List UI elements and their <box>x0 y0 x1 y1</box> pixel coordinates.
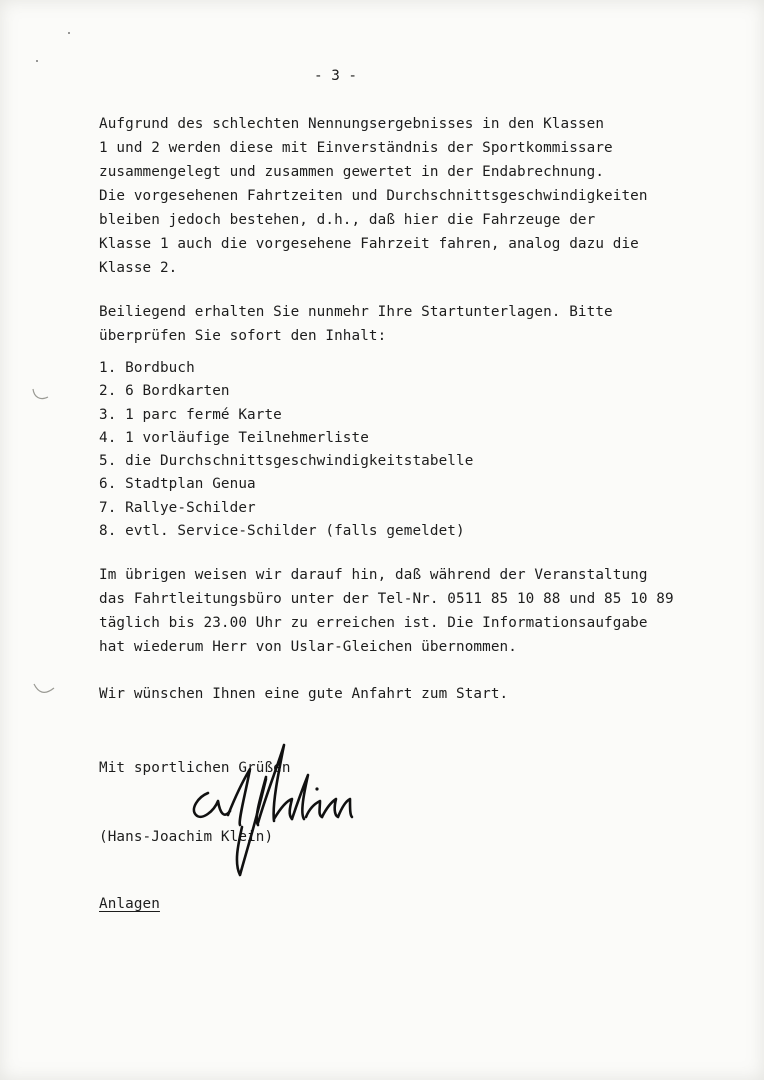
paragraph-1-line: Die vorgesehenen Fahrtzeiten und Durchschnittsgeschwindigkeiten <box>99 188 648 204</box>
paragraph-1-line: Klasse 2. <box>99 260 178 276</box>
list-item: 2. 6 Bordkarten <box>99 383 230 399</box>
list-item: 5. die Durchschnittsgeschwindigkeitstabelle <box>99 453 474 469</box>
signatory-name: (Hans-Joachim Klein) <box>99 829 274 845</box>
list-item: 1. Bordbuch <box>99 360 195 376</box>
greeting: Mit sportlichen Grüßen <box>99 760 291 776</box>
closing-wish: Wir wünschen Ihnen eine gute Anfahrt zum Start. <box>99 686 509 702</box>
paragraph-1-line: Aufgrund des schlechten Nennungsergebnisses in den Klassen <box>99 116 605 132</box>
list-item: 7. Rallye-Schilder <box>99 500 256 516</box>
handwritten-signature <box>180 735 360 885</box>
paragraph-1-line: zusammengelegt und zusammen gewertet in der Endabrechnung. <box>99 164 605 180</box>
enclosures-heading: Anlagen <box>99 896 160 912</box>
list-item: 8. evtl. Service-Schilder (falls gemeldet) <box>99 523 465 539</box>
punch-hole-mark <box>30 680 58 702</box>
paragraph-2-line: überprüfen Sie sofort den Inhalt: <box>99 328 387 344</box>
punch-hole-mark <box>30 385 52 407</box>
paragraph-2-line: Beiliegend erhalten Sie nunmehr Ihre Startunterlagen. Bitte <box>99 304 613 320</box>
paragraph-3-line: täglich bis 23.00 Uhr zu erreichen ist. Die Informationsaufgabe <box>99 615 648 631</box>
paragraph-1-line: Klasse 1 auch die vorgesehene Fahrzeit fahren, analog dazu die <box>99 236 639 252</box>
list-item: 4. 1 vorläufige Teilnehmerliste <box>99 430 369 446</box>
list-item: 6. Stadtplan Genua <box>99 476 256 492</box>
list-item: 3. 1 parc fermé Karte <box>99 407 282 423</box>
paragraph-3-line: das Fahrtleitungsbüro unter der Tel-Nr. 0511 85 10 88 und 85 10 89 <box>99 591 674 607</box>
paragraph-1-line: bleiben jedoch bestehen, d.h., daß hier die Fahrzeuge der <box>99 212 596 228</box>
page-number: - 3 - <box>314 68 358 84</box>
paragraph-3-line: hat wiederum Herr von Uslar-Gleichen übernommen. <box>99 639 517 655</box>
paragraph-3-line: Im übrigen weisen wir darauf hin, daß während der Veranstaltung <box>99 567 648 583</box>
paragraph-1-line: 1 und 2 werden diese mit Einverständnis der Sportkommissare <box>99 140 613 156</box>
paper-speck <box>36 60 38 62</box>
paper-speck <box>68 32 70 34</box>
